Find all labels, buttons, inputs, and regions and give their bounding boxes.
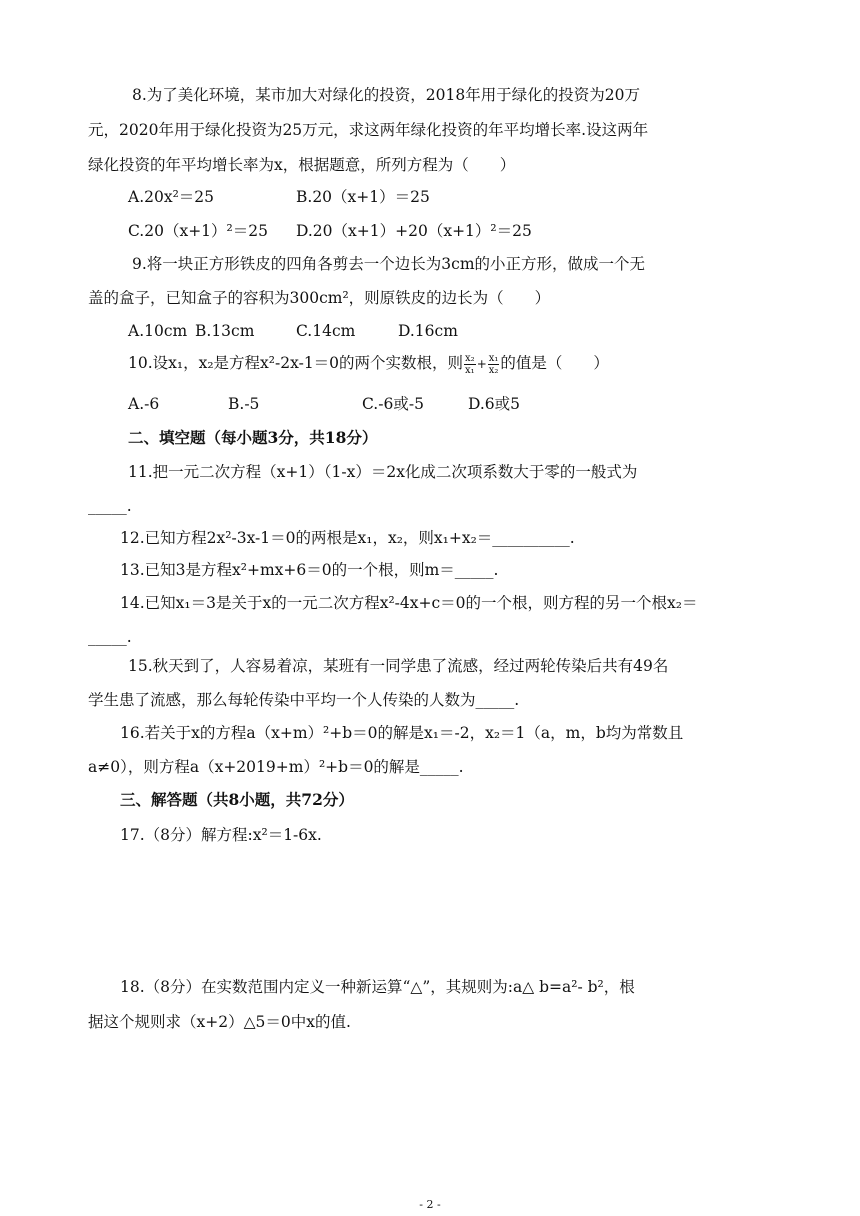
q9-option-d: D.16cm	[398, 322, 458, 340]
q9-line2: 盖的盒子，已知盒子的容积为300cm²，则原铁皮的边长为（ ）	[88, 289, 551, 307]
q11-line2: _____.	[88, 497, 132, 515]
q8-option-c: C.20（x+1）²＝25	[128, 222, 268, 240]
q18-line2: 据这个规则求（x+2）△5＝0中x的值.	[88, 1013, 351, 1031]
q18-line1: 18.（8分）在实数范围内定义一种新运算“△”，其规则为:a△ b=a²- b²，根	[120, 978, 635, 996]
q8-option-b: B.20（x+1）＝25	[296, 188, 430, 206]
q10-option-d: D.6或5	[468, 395, 521, 413]
q10-frac1-denominator: x₁	[465, 364, 475, 376]
q13: 13.已知3是方程x²+mx+6＝0的一个根，则m＝_____.	[120, 561, 499, 579]
q12: 12.已知方程2x²-3x-1＝0的两根是x₁，x₂，则x₁+x₂＝__________.	[120, 529, 575, 547]
q9-option-b: B.13cm	[195, 322, 255, 340]
q10-frac2-numerator: x₁	[488, 352, 499, 364]
q10-plus: +	[476, 357, 487, 371]
q10-option-b: B.-5	[228, 395, 260, 413]
section-2-heading: 二、填空题（每小题3分，共18分）	[128, 428, 378, 447]
q10-suffix: 的值是（ ）	[500, 354, 609, 372]
q10-option-a: A.-6	[128, 395, 160, 413]
q9-line1: 9.将一块正方形铁皮的四角各剪去一个边长为3cm的小正方形，做成一个无	[132, 255, 646, 273]
q10-prefix: 10.设x₁，x₂是方程x²-2x-1＝0的两个实数根，则	[128, 354, 464, 372]
q10-line	[128, 352, 609, 376]
q10-option-c: C.-6或-5	[362, 395, 424, 413]
q8-line1: 8.为了美化环境，某市加大对绿化的投资，2018年用于绿化的投资为20万	[132, 86, 640, 104]
q16-line2: a≠0），则方程a（x+2019+m）²+b＝0的解是_____.	[88, 758, 464, 776]
q8-line3: 绿化投资的年平均增长率为x，根据题意，所列方程为（ ）	[88, 156, 516, 174]
q9-option-c: C.14cm	[296, 322, 356, 340]
q9-option-a: A.10cm	[128, 322, 188, 340]
q14-line2: _____.	[88, 628, 132, 646]
page-number: - 2 -	[419, 1198, 441, 1211]
q10-fraction-2	[488, 353, 500, 376]
q8-option-d: D.20（x+1）+20（x+1）²＝25	[296, 222, 532, 240]
q10-frac2-denominator: x₂	[488, 364, 499, 376]
q10-frac1-numerator: x₂	[465, 352, 475, 364]
q15-line2: 学生患了流感，那么每轮传染中平均一个人传染的人数为_____.	[88, 691, 520, 709]
q8-option-a: A.20x²＝25	[128, 188, 215, 206]
q16-line1: 16.若关于x的方程a（x+m）²+b＝0的解是x₁＝-2，x₂＝1（a，m，b均为常数且	[120, 724, 684, 742]
q15-line1: 15.秋天到了，人容易着凉，某班有一同学患了流感，经过两轮传染后共有49名	[128, 657, 669, 675]
q17: 17.（8分）解方程:x²＝1-6x.	[120, 826, 322, 844]
q10-fraction-1	[464, 353, 476, 376]
section-3-heading: 三、解答题（共8小题，共72分）	[120, 790, 354, 809]
q14-line1: 14.已知x₁＝3是关于x的一元二次方程x²-4x+c＝0的一个根，则方程的另一个根x₂＝	[120, 594, 698, 612]
q11-line1: 11.把一元二次方程（x+1）（1-x）＝2x化成二次项系数大于零的一般式为	[128, 463, 638, 481]
q8-line2: 元，2020年用于绿化投资为25万元，求这两年绿化投资的年平均增长率.设这两年	[88, 121, 649, 139]
